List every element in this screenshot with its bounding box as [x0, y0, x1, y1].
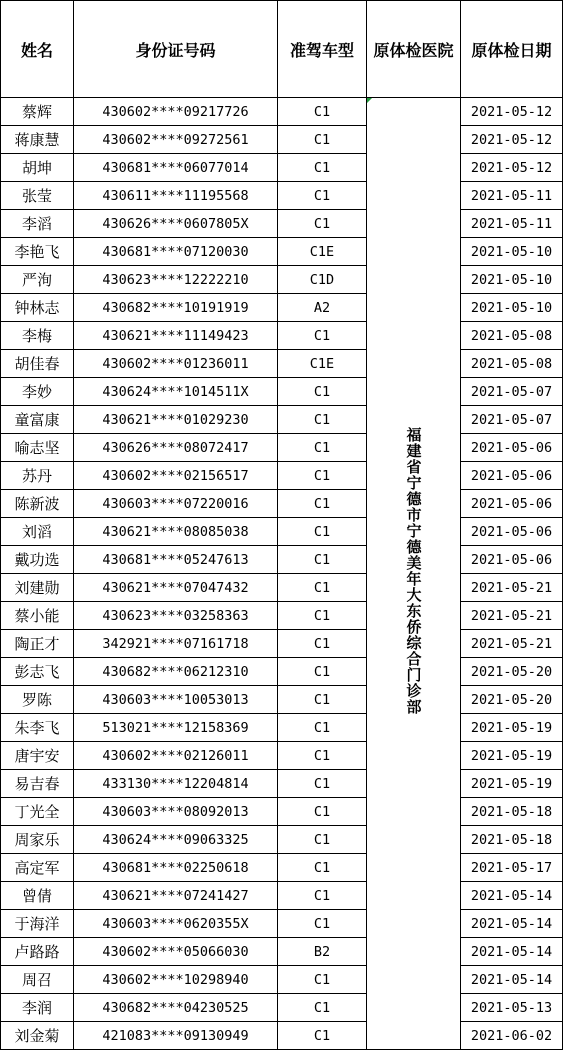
cell-name: 彭志飞 [1, 658, 74, 686]
table-row [1, 546, 563, 574]
cell-id-number: 430624****09063325 [74, 826, 278, 854]
cell-name: 朱李飞 [1, 714, 74, 742]
table-row [1, 854, 563, 882]
cell-id-number: 430602****09217726 [74, 98, 278, 126]
table-row [1, 322, 563, 350]
cell-id-number: 342921****07161718 [74, 630, 278, 658]
cell-comment-marker [367, 98, 372, 103]
cell-id-number: 430682****06212310 [74, 658, 278, 686]
table-row [1, 266, 563, 294]
cell-exam-date: 2021-05-19 [461, 714, 563, 742]
cell-exam-date: 2021-05-20 [461, 686, 563, 714]
table-row [1, 910, 563, 938]
cell-id-number: 430626****0607805X [74, 210, 278, 238]
cell-name: 李梅 [1, 322, 74, 350]
cell-license-class: C1 [278, 182, 367, 210]
cell-license-class: C1 [278, 714, 367, 742]
cell-id-number: 430603****10053013 [74, 686, 278, 714]
cell-id-number: 430623****03258363 [74, 602, 278, 630]
cell-exam-date: 2021-06-02 [461, 1022, 563, 1050]
cell-license-class: C1 [278, 546, 367, 574]
cell-license-class: C1 [278, 658, 367, 686]
cell-id-number: 430682****10191919 [74, 294, 278, 322]
cell-id-number: 430621****01029230 [74, 406, 278, 434]
table-row [1, 882, 563, 910]
cell-name: 苏丹 [1, 462, 74, 490]
cell-name: 高定军 [1, 854, 74, 882]
table-row [1, 686, 563, 714]
cell-exam-date: 2021-05-06 [461, 546, 563, 574]
cell-license-class: B2 [278, 938, 367, 966]
cell-license-class: C1 [278, 882, 367, 910]
table-row [1, 462, 563, 490]
cell-name: 蒋康慧 [1, 126, 74, 154]
cell-license-class: C1 [278, 1022, 367, 1050]
table-row [1, 658, 563, 686]
cell-id-number: 430681****02250618 [74, 854, 278, 882]
cell-license-class: C1 [278, 602, 367, 630]
table-row [1, 966, 563, 994]
table-row [1, 770, 563, 798]
cell-license-class: C1 [278, 854, 367, 882]
cell-name: 于海洋 [1, 910, 74, 938]
cell-exam-date: 2021-05-14 [461, 910, 563, 938]
cell-license-class: C1 [278, 574, 367, 602]
cell-id-number: 430602****01236011 [74, 350, 278, 378]
cell-id-number: 430602****05066030 [74, 938, 278, 966]
cell-name: 李滔 [1, 210, 74, 238]
cell-name: 唐宇安 [1, 742, 74, 770]
cell-exam-date: 2021-05-20 [461, 658, 563, 686]
cell-exam-date: 2021-05-12 [461, 98, 563, 126]
cell-license-class: C1 [278, 770, 367, 798]
cell-id-number: 430603****08092013 [74, 798, 278, 826]
cell-license-class: C1 [278, 518, 367, 546]
cell-exam-date: 2021-05-10 [461, 294, 563, 322]
cell-exam-date: 2021-05-06 [461, 434, 563, 462]
table-row [1, 518, 563, 546]
cell-exam-date: 2021-05-08 [461, 322, 563, 350]
table-row [1, 126, 563, 154]
table-row [1, 182, 563, 210]
cell-id-number: 430621****08085038 [74, 518, 278, 546]
cell-name: 严洵 [1, 266, 74, 294]
cell-name: 曾倩 [1, 882, 74, 910]
cell-license-class: C1 [278, 686, 367, 714]
header-license-class: 准驾车型 [278, 1, 367, 98]
cell-exam-date: 2021-05-21 [461, 630, 563, 658]
cell-id-number: 513021****12158369 [74, 714, 278, 742]
table-row [1, 434, 563, 462]
cell-id-number: 430611****11195568 [74, 182, 278, 210]
cell-name: 卢路路 [1, 938, 74, 966]
cell-hospital-merged [367, 98, 461, 1050]
cell-exam-date: 2021-05-06 [461, 462, 563, 490]
table-row [1, 154, 563, 182]
cell-license-class: C1 [278, 490, 367, 518]
cell-license-class: C1 [278, 630, 367, 658]
cell-id-number: 430602****02126011 [74, 742, 278, 770]
cell-exam-date: 2021-05-21 [461, 574, 563, 602]
cell-exam-date: 2021-05-12 [461, 126, 563, 154]
cell-name: 钟林志 [1, 294, 74, 322]
cell-id-number: 430623****12222210 [74, 266, 278, 294]
cell-exam-date: 2021-05-13 [461, 994, 563, 1022]
cell-name: 胡坤 [1, 154, 74, 182]
cell-name: 周召 [1, 966, 74, 994]
cell-license-class: C1 [278, 826, 367, 854]
cell-license-class: A2 [278, 294, 367, 322]
table-row [1, 238, 563, 266]
cell-id-number: 430624****1014511X [74, 378, 278, 406]
cell-license-class: C1 [278, 462, 367, 490]
cell-license-class: C1 [278, 434, 367, 462]
table-row [1, 1022, 563, 1050]
cell-name: 陈新波 [1, 490, 74, 518]
table-row [1, 714, 563, 742]
cell-name: 胡佳春 [1, 350, 74, 378]
cell-license-class: C1E [278, 350, 367, 378]
table-row [1, 630, 563, 658]
cell-license-class: C1D [278, 266, 367, 294]
header-row [1, 1, 563, 98]
cell-exam-date: 2021-05-17 [461, 854, 563, 882]
table-row [1, 826, 563, 854]
cell-id-number: 430603****0620355X [74, 910, 278, 938]
cell-exam-date: 2021-05-19 [461, 742, 563, 770]
cell-name: 刘滔 [1, 518, 74, 546]
table-row [1, 294, 563, 322]
header-id-number: 身份证号码 [74, 1, 278, 98]
cell-license-class: C1 [278, 154, 367, 182]
cell-exam-date: 2021-05-07 [461, 406, 563, 434]
cell-name: 喻志坚 [1, 434, 74, 462]
cell-name: 易吉春 [1, 770, 74, 798]
cell-id-number: 430682****04230525 [74, 994, 278, 1022]
cell-name: 丁光全 [1, 798, 74, 826]
cell-id-number: 430626****08072417 [74, 434, 278, 462]
cell-name: 戴功选 [1, 546, 74, 574]
table-row [1, 574, 563, 602]
table-row [1, 210, 563, 238]
cell-exam-date: 2021-05-14 [461, 966, 563, 994]
cell-id-number: 430681****06077014 [74, 154, 278, 182]
cell-id-number: 430681****07120030 [74, 238, 278, 266]
cell-exam-date: 2021-05-10 [461, 238, 563, 266]
cell-license-class: C1 [278, 98, 367, 126]
cell-name: 周家乐 [1, 826, 74, 854]
cell-name: 刘金菊 [1, 1022, 74, 1050]
cell-exam-date: 2021-05-18 [461, 798, 563, 826]
cell-id-number: 433130****12204814 [74, 770, 278, 798]
cell-license-class: C1 [278, 322, 367, 350]
cell-exam-date: 2021-05-12 [461, 154, 563, 182]
cell-id-number: 430621****11149423 [74, 322, 278, 350]
table-row [1, 98, 563, 126]
table-row [1, 742, 563, 770]
header-exam-date: 原体检日期 [461, 1, 563, 98]
table-row [1, 994, 563, 1022]
cell-exam-date: 2021-05-11 [461, 210, 563, 238]
hospital-name: 福建省宁德市宁德美年大东侨综合门诊部 [404, 427, 423, 715]
cell-license-class: C1 [278, 994, 367, 1022]
cell-id-number: 430602****02156517 [74, 462, 278, 490]
cell-exam-date: 2021-05-06 [461, 490, 563, 518]
cell-name: 陶正才 [1, 630, 74, 658]
cell-name: 李润 [1, 994, 74, 1022]
cell-exam-date: 2021-05-18 [461, 826, 563, 854]
header-name: 姓名 [1, 1, 74, 98]
cell-exam-date: 2021-05-10 [461, 266, 563, 294]
cell-id-number: 430621****07241427 [74, 882, 278, 910]
cell-license-class: C1 [278, 126, 367, 154]
cell-name: 罗陈 [1, 686, 74, 714]
cell-name: 蔡辉 [1, 98, 74, 126]
cell-exam-date: 2021-05-14 [461, 938, 563, 966]
table-row [1, 378, 563, 406]
cell-name: 李艳飞 [1, 238, 74, 266]
cell-license-class: C1 [278, 798, 367, 826]
cell-license-class: C1 [278, 966, 367, 994]
cell-license-class: C1E [278, 238, 367, 266]
cell-exam-date: 2021-05-07 [461, 378, 563, 406]
cell-license-class: C1 [278, 210, 367, 238]
table-row [1, 602, 563, 630]
cell-name: 张莹 [1, 182, 74, 210]
cell-exam-date: 2021-05-14 [461, 882, 563, 910]
cell-id-number: 430681****05247613 [74, 546, 278, 574]
cell-exam-date: 2021-05-19 [461, 770, 563, 798]
cell-license-class: C1 [278, 910, 367, 938]
cell-exam-date: 2021-05-21 [461, 602, 563, 630]
cell-exam-date: 2021-05-11 [461, 182, 563, 210]
cell-name: 蔡小能 [1, 602, 74, 630]
table-row [1, 490, 563, 518]
cell-exam-date: 2021-05-06 [461, 518, 563, 546]
cell-id-number: 430602****09272561 [74, 126, 278, 154]
cell-license-class: C1 [278, 742, 367, 770]
cell-license-class: C1 [278, 378, 367, 406]
cell-name: 童富康 [1, 406, 74, 434]
table-row [1, 938, 563, 966]
table-row [1, 798, 563, 826]
cell-id-number: 430602****10298940 [74, 966, 278, 994]
cell-id-number: 421083****09130949 [74, 1022, 278, 1050]
header-hospital: 原体检医院 [367, 1, 461, 98]
cell-name: 李妙 [1, 378, 74, 406]
cell-license-class: C1 [278, 406, 367, 434]
table-row [1, 350, 563, 378]
cell-id-number: 430621****07047432 [74, 574, 278, 602]
table-row [1, 406, 563, 434]
cell-name: 刘建勋 [1, 574, 74, 602]
cell-exam-date: 2021-05-08 [461, 350, 563, 378]
cell-id-number: 430603****07220016 [74, 490, 278, 518]
